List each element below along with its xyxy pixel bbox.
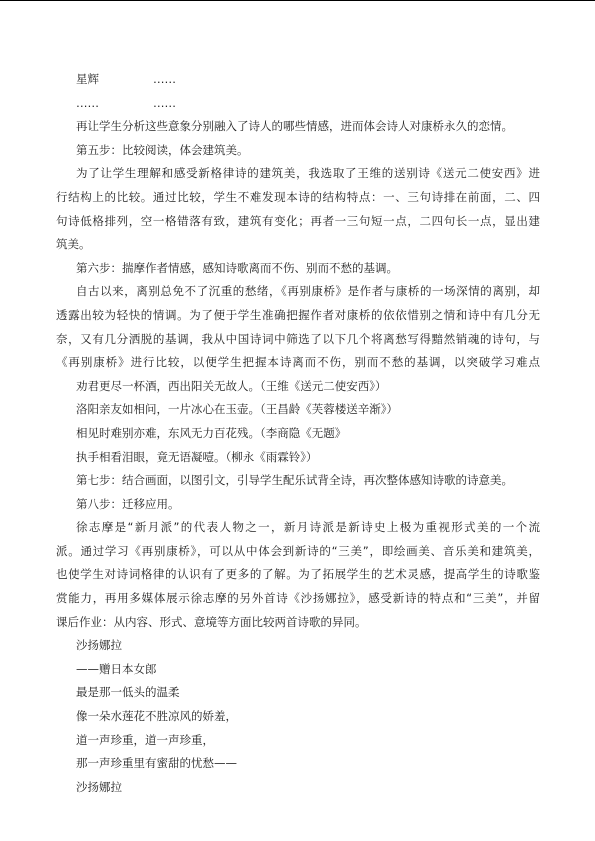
poem-line: 那一声珍重里有蜜甜的忧愁—— — [76, 756, 237, 771]
step-heading: 第七步：结合画面，以图引文，引导学生配乐试背全诗，再次整体感知诗歌的诗意美。 — [76, 473, 513, 488]
paragraph-line: 自古以来，离别总免不了沉重的愁绪，《再别康桥》是作者与康桥的一场深情的离别，却 — [76, 284, 540, 299]
quote-line: 劝君更尽一杯酒，西出阳关无故人。（王维《送元二使安西》） — [76, 378, 387, 393]
paragraph-line: 徐志摩是“新月派”的代表人物之一，新月诗派是新诗史上极为重视形式美的一个流 — [76, 520, 540, 535]
poem-subtitle: ——赠日本女郎 — [76, 661, 157, 676]
poem-title: 沙扬娜拉 — [76, 638, 122, 653]
poem-line: 像一朵水莲花不胜凉风的娇羞， — [76, 709, 237, 724]
document-body — [56, 68, 540, 799]
ellipsis-right: …… — [153, 95, 176, 110]
quote-line: 相见时难别亦难，东风无力百花残。（李商隐《无题》 — [76, 425, 347, 440]
step-heading: 第八步：迁移应用。 — [76, 496, 180, 511]
quote-line: 洛阳亲友如相问，一片冰心在玉壶。（王昌龄《芙蓉楼送辛渐》） — [76, 402, 398, 417]
paragraph-line: 《再别康桥》进行比较，以便学生把握本诗离而不伤，别而不愁的基调，以突破学习难点 — [56, 355, 540, 370]
paragraph-line: 赏能力，再用多媒体展示徐志摩的另外首诗《沙扬娜拉》，感受新诗的特点和“三美”，并留 — [56, 591, 540, 606]
paragraph-line: 为了让学生理解和感受新格律诗的建筑美，我选取了王维的送别诗《送元二使安西》进 — [76, 166, 540, 181]
image-ellipsis: …… — [153, 72, 176, 86]
quote-line: 执手相看泪眼，竟无语凝噎。（柳永《雨霖铃》） — [76, 449, 318, 464]
image-word: 星辉 — [76, 72, 99, 86]
paragraph-line: 也使学生对诗词格律的认识有了更多的了解。为了拓展学生的艺术灵感，提高学生的诗歌鉴 — [56, 567, 540, 582]
paragraph-line: 奈，又有几分洒脱的基调，我从中国诗词中筛选了以下几个将离愁写得黯然销魂的诗句，与 — [56, 331, 540, 346]
paragraph-line: 派。通过学习《再别康桥》，可以从中体会到新诗的“三美”，即绘画美、音乐美和建筑美， — [56, 543, 540, 558]
poem-line: 沙扬娜拉 — [76, 779, 122, 794]
header-rule — [0, 0, 595, 1]
step-heading: 第五步：比较阅读，体会建筑美。 — [76, 142, 249, 157]
poem-line: 道一声珍重，道一声珍重， — [76, 732, 214, 747]
step-heading: 第六步：揣摩作者情感，感知诗歌离而不伤、别而不愁的基调。 — [76, 260, 398, 275]
image-pair-row — [56, 68, 540, 92]
paragraph-line: 透露出较为轻快的情调。为了便于学生准确把握作者对康桥的依依惜别之情和诗中有几分无 — [56, 307, 540, 322]
paragraph-line: 再让学生分析这些意象分别融入了诗人的哪些情感，进而体会诗人对康桥永久的恋情。 — [76, 119, 513, 134]
paragraph-line: 课后作业：从内容、形式、意境等方面比较两首诗歌的异同。 — [56, 614, 367, 629]
ellipsis-row — [56, 92, 540, 116]
paragraph-line: 句诗低格排列，空一格错落有致，建筑有变化；再者一三句短一点，二四句长一点，显出建 — [56, 213, 540, 228]
ellipsis-left: …… — [76, 95, 99, 110]
paragraph-line: 行结构上的比较。通过比较，学生不难发现本诗的结构特点：一、三句诗排在前面，二、四 — [56, 189, 540, 204]
poem-line: 最是那一低头的温柔 — [76, 685, 180, 700]
paragraph-line: 筑美。 — [56, 237, 91, 252]
